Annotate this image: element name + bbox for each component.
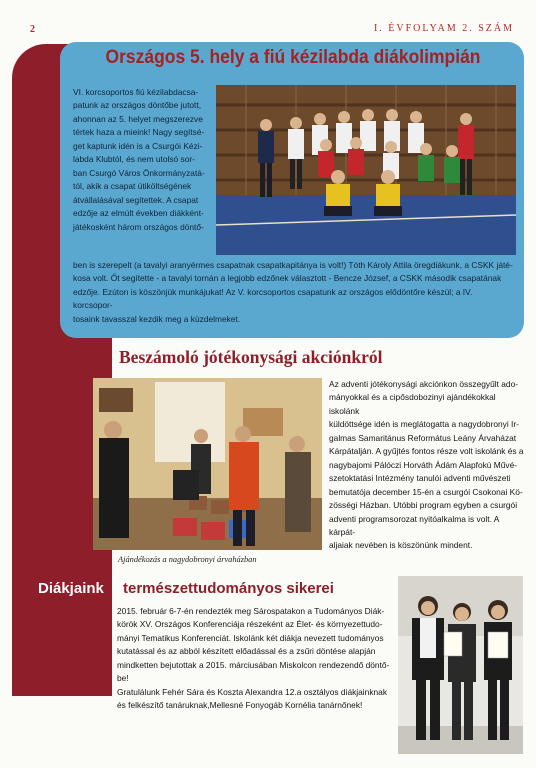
page-number: 2 — [30, 24, 35, 35]
team-photo-graphic — [216, 85, 516, 255]
article1-text-full: ben is szerepelt (a tavalyi aranyérmes csapatnak csapatkapitánya is volt!) Tóth Károly Attila öregdiákunk, a CSKK játé- kosa volt. Őt segítette - a tavalyi tornán a legjobb edzőnek választott - Bencze József, a CSKK második csapatának edzője. Ezúton is köszönjük munkájukat! Az V. korcsoportos csapatunk az országos elődöntőre készül; a IV. korcsopor- tosaink tavasszal kezdik meg a küzdelmeket. — [73, 260, 513, 324]
charity-photo-caption: Ajándékozás a nagydobronyi árvaházban — [118, 555, 257, 564]
article1-text-left: VI. korcsoportos fiú kézilabdacsa- patunk az országos döntőbe jutott, ahonnan az 5. helyet megszerezve tértek haza a mieink! Nagy segítsé- get kaptunk idén is a Csurgói Kézi- labda Klubtól, és nem utolsó sor- ban Csurgó Város Önkormányzatá- tól, akik a csapat útiköltségének átvállalásával segítettek. A csapat edzője az elmúlt években diákként- játékosként három országos döntő- — [73, 87, 205, 232]
handball-team-photo — [216, 85, 516, 255]
article2-text: Az adventi jótékonysági akciónkon összegyűlt ado- mányokkal és a cipősdobozinyi ajándékokkal iskolánk küldöttsége idén is meglátogatta a nagydobronyi Ir- galmas Samaritánus Református Leány Árvaházat Kárpátalján. A gyűjtés fontos része volt iskolánk és a nagybajomi Pálóczi Horváth Ádám Alapfokú Művé- szetoktatási Intézmény tanulói adventi művészeti bemutatója december 15-én a csurgói Csokonai Kö- zösségi Házban. Utóbbi program egyben a csurgói adventi programsorozat nyitóalkalma is volt. A kárpát- aljaiak nevében is köszönünk mindent. — [329, 379, 524, 551]
students-photo-graphic — [398, 576, 523, 754]
article3-title-part1: Diákjaink — [38, 580, 104, 597]
article2-title: Beszámoló jótékonysági akciónkról — [119, 347, 383, 367]
charity-photo-graphic — [93, 378, 322, 550]
charity-photo — [93, 378, 322, 550]
students-photo — [398, 576, 523, 754]
article1-title: Országos 5. hely a fiú kézilabda diákolimpián — [105, 47, 481, 68]
article3-title-part2: természettudományos sikerei — [123, 580, 334, 597]
issue-label: I. ÉVFOLYAM 2. SZÁM — [373, 23, 514, 34]
article3-text: 2015. február 6-7-én rendezték meg Sárospatakon a Tudományos Diák- körök XV. Országos Konferenciája részeként az Élet- és környezettudo- mányi Tematikus Konferenciát. Iskolánk két diákja nevezett tudományos kutatással és az abból készített előadással és a zsűri döntése alapján mindketten bejutottak a 2015. márciusában Miskolcon rendezendő döntő- be! Gratulálunk Fehér Sára és Koszta Alexandra 12.a osztályos diákjainknak és felkészítő tanáruknak,Mellesné Fonyogáb Kornélia tanárnőnek! — [117, 606, 390, 711]
